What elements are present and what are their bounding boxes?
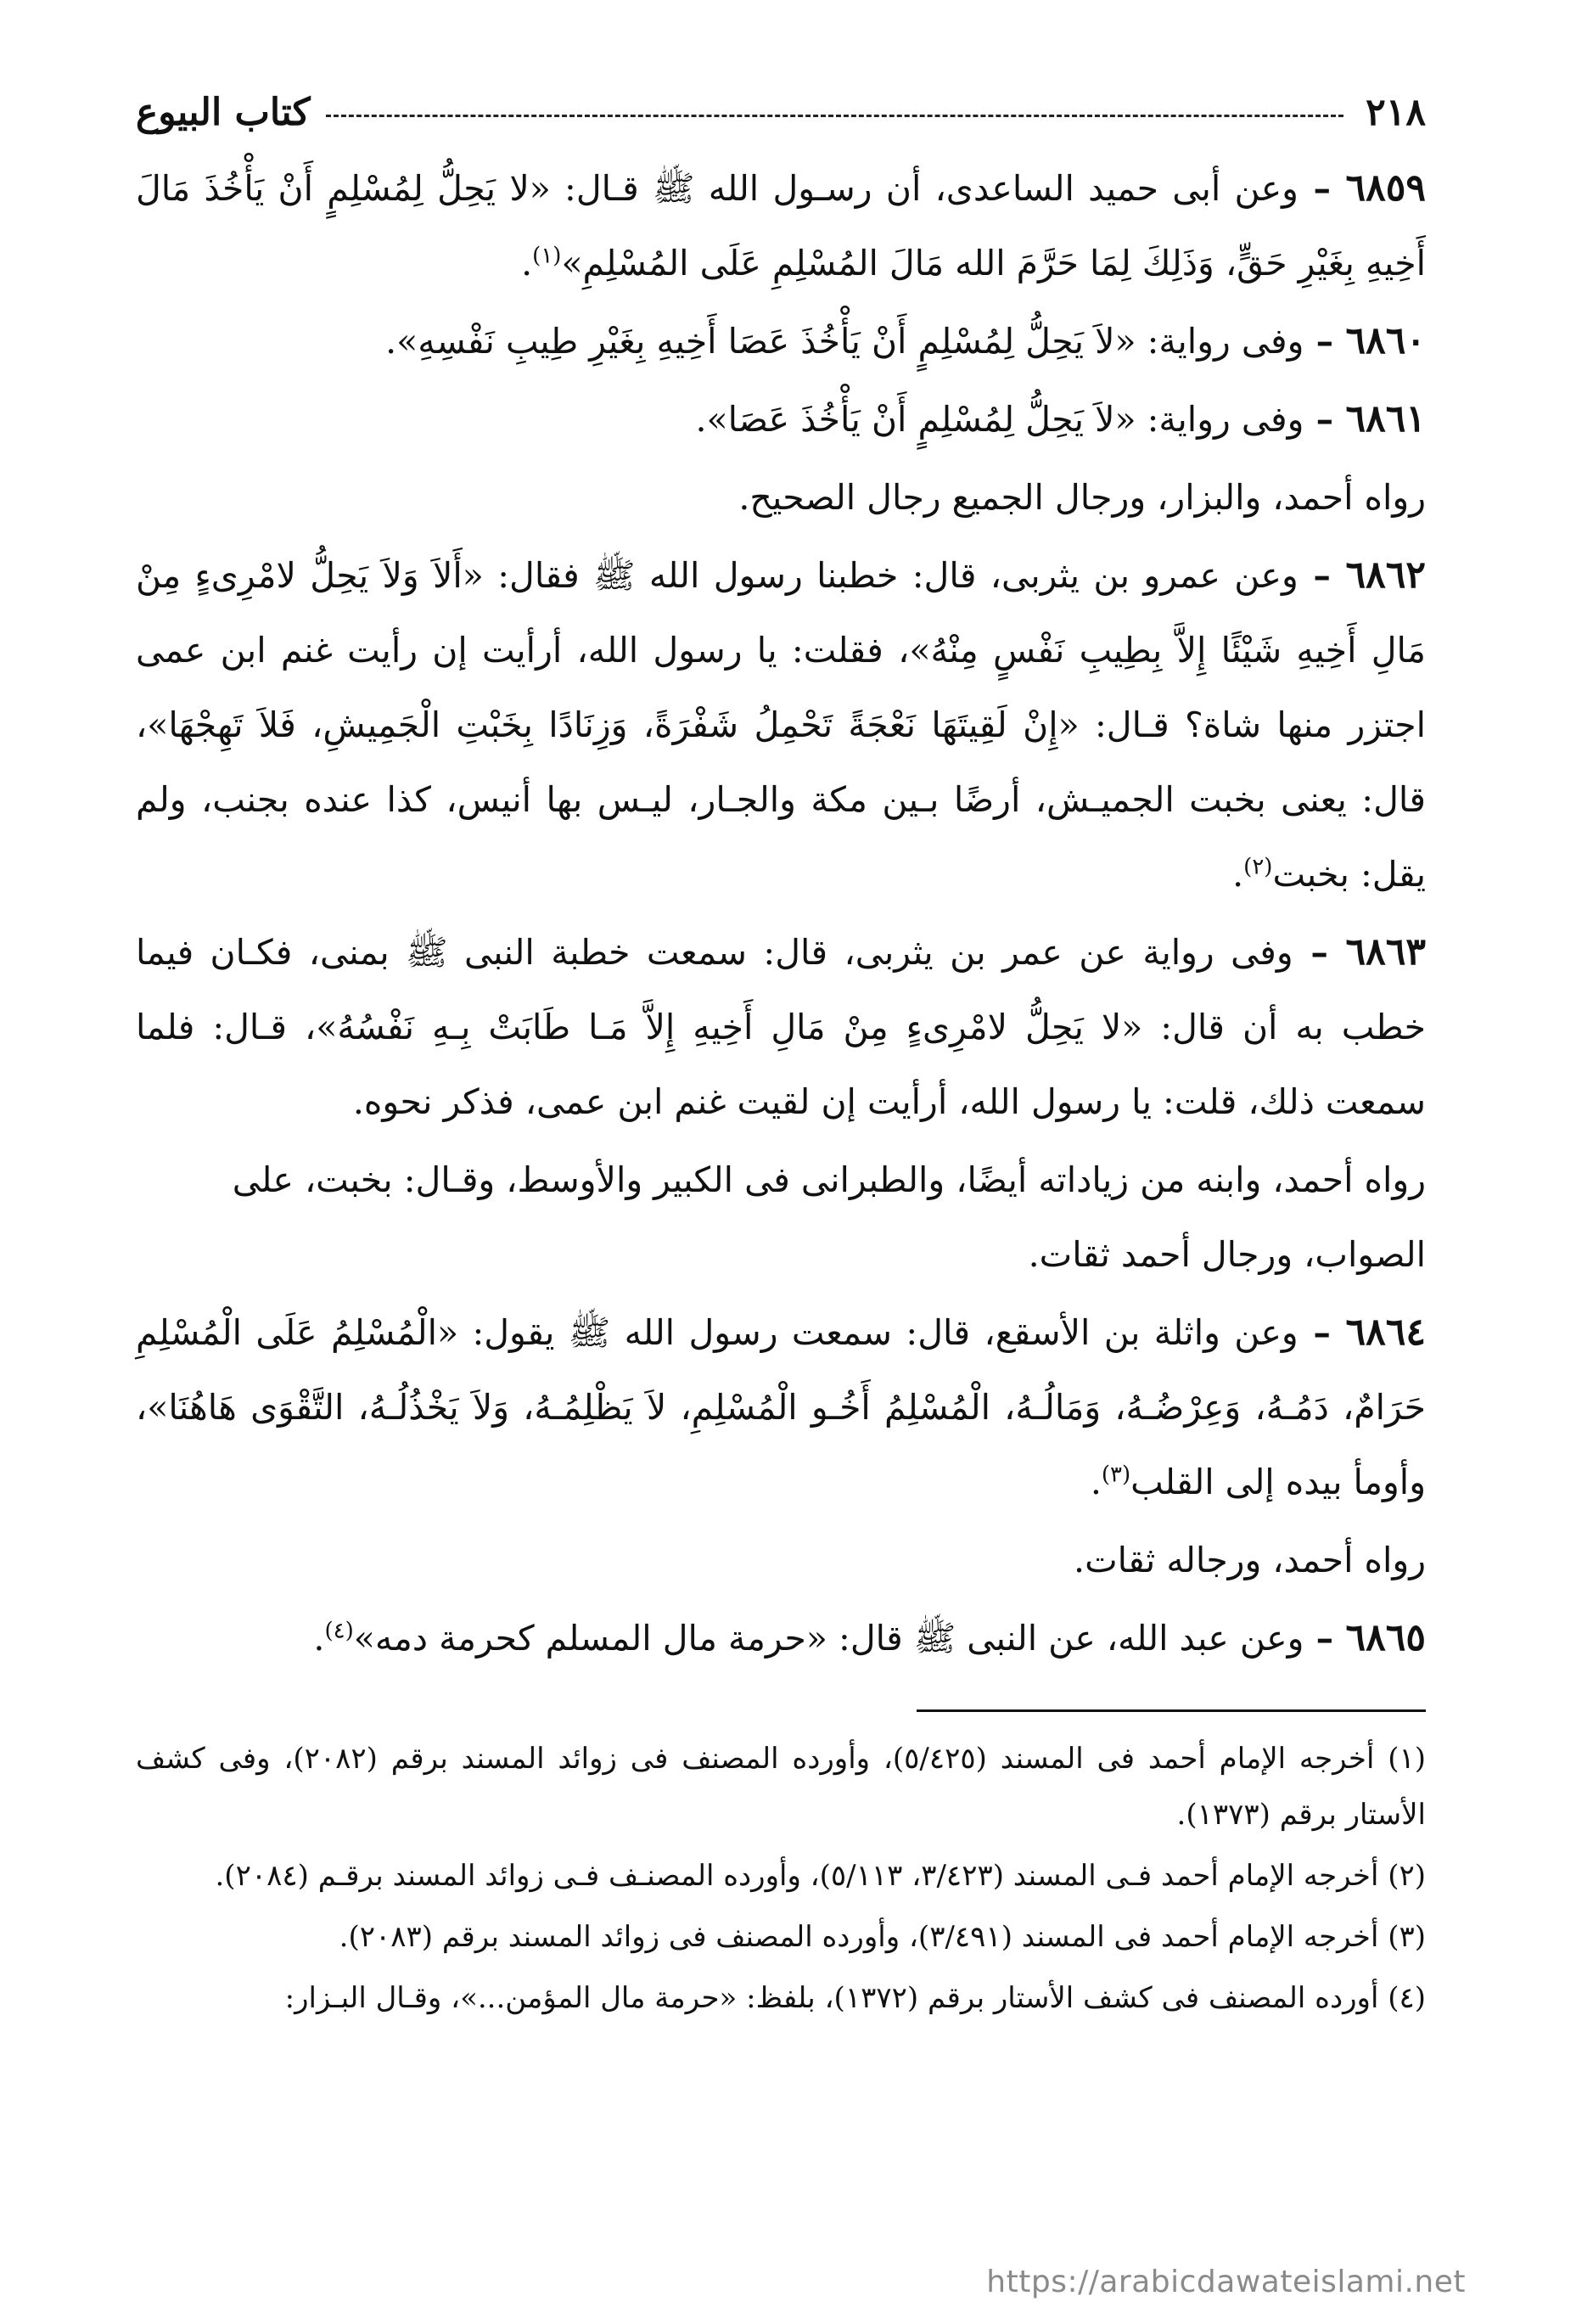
hadith-number: ٦٨٦٣ [1345,930,1426,974]
hadith-entry: ٦٨٦٢ – وعن عمرو بن يثربى، قال: خطبنا رسول الله ﷺ فقال: «أَلاَ وَلاَ يَحِلُّ لامْرِىءٍ مِنْ مَالِ أَخِيهِ شَيْئًا إِلاَّ بِطِيبِ نَفْسٍ مِنْهُ»، فقلت: يا رسول الله، أرأيت إن رأيت غنم ابن عمى اجتزر منها شاة؟ قـال: «إِنْ لَقِيتَهَا نَعْجَةً تَحْمِلُ شَفْرَةً، وَزِنَادًا بِخَبْتِ الْجَمِيشِ، فَلاَ تَهِجْهَا»، قال: يعنى بخبت الجميـش، أرضًا بـين مكة والجـار، ليـس بها أنيس، كذا عنده بجنب، ولم يقل: بخبت$^{(٢)}$. [136,553,1426,895]
hadith-number: ٦٨٦٥ [1345,1616,1426,1659]
hadith-number: ٦٨٦٤ [1345,1311,1426,1354]
footnote-ref: (٣) [1101,1462,1131,1488]
hadith-text: وعن عبد الله، عن النبى ﷺ قال: «حرمة مال المسلم كحرمة دمه» [353,1618,1304,1659]
footnote: (٤) أورده المصنف فى كشف الأستار برقم (١٣٧٢)، بلفظ: «حرمة مال المؤمن...»، وقـال البـزار: [284,1981,1426,2015]
footnotes [136,1731,1426,2026]
footnote-ref: (٢) [1243,854,1273,880]
running-header [136,85,1426,139]
narration-note: رواه أحمد، ورجاله ثقات. [1074,1540,1426,1580]
page-number: ٢١٨ [1366,90,1426,134]
narration-note: رواه أحمد، والبزار، ورجال الجميع رجال الصحيح. [738,477,1426,518]
hadith-entry: ٦٨٦٠ – وفى رواية: «لاَ يَحِلُّ لِمُسْلِمٍ أَنْ يَأْخُذَ عَصَا أَخِيهِ بِغَيْرِ طِيبِ نَفْسِهِ». [385,319,1426,362]
hadith-text: وفى رواية عن عمر بن يثربى، قال: سمعت خطبة النبى ﷺ بمنى، فكـان فيما خطب به أن قال: «لا يَحِلُّ لامْرِىءٍ مِنْ مَالِ أَخِيهِ إِلاَّ مَـا طَابَتْ بِـهِ نَفْسُهُ»، قـال: فلما سمعت ذلك، قلت: يا رسول الله، أرأيت إن لقيت غنم ابن عمى، فذكر نحوه. [136,932,1426,1122]
hadith-text: وفى رواية: «لاَ يَحِلُّ لِمُسْلِمٍ أَنْ يَأْخُذَ عَصَا». [695,399,1304,440]
hadith-number: ٦٨٦١ [1345,397,1426,441]
hadith-entry: ٦٨٦٥ – وعن عبد الله، عن النبى ﷺ قال: «حرمة مال المسلم كحرمة دمه»$^{(٤)}$. [313,1616,1426,1659]
hadith-number: ٦٨٦٢ [1345,553,1426,597]
book-page [136,85,1426,2283]
hadith-entry: ٦٨٦٤ – وعن واثلة بن الأسقع، قال: سمعت رسول الله ﷺ يقول: «الْمُسْلِمُ عَلَى الْمُسْلِمِ حَرَامٌ، دَمُـهُ، وَعِرْضُـهُ، وَمَالُـهُ، الْمُسْلِمُ أَخُـو الْمُسْلِمِ، لاَ يَظْلِمُـهُ، وَلاَ يَخْذُلُـهُ، التَّقْوَى هَاهُنَا»، وأومأ بيده إلى القلب$^{(٣)}$. [136,1311,1426,1502]
hadith-text: وعن أبى حميد الساعدى، أن رسـول الله ﷺ قـال: «لا يَحِلُّ لِمُسْلِمٍ أَنْ يَأْخُذَ مَالَ أَخِيهِ بِغَيْرِ حَقٍّ، وَذَلِكَ لِمَا حَرَّمَ الله مَالَ المُسْلِمِ عَلَى المُسْلِمِ» [136,168,1426,283]
hadith-text: وعن واثلة بن الأسقع، قال: سمعت رسول الله ﷺ يقول: «الْمُسْلِمُ عَلَى الْمُسْلِمِ حَرَامٌ، دَمُـهُ، وَعِرْضُـهُ، وَمَالُـهُ، الْمُسْلِمُ أَخُـو الْمُسْلِمِ، لاَ يَظْلِمُـهُ، وَلاَ يَخْذُلُـهُ، التَّقْوَى هَاهُنَا»، وأومأ بيده إلى القلب [136,1312,1426,1502]
footnote-ref: (١) [532,243,562,269]
book-title: كتاب البيوع [136,90,311,134]
hadith-number: ٦٨٥٩ [1345,166,1426,210]
footnote: (٣) أخرجه الإمام أحمد فى المسند (٣/٤٩١)، وأورده المصنف فى زوائد المسند برقم (٢٠٨٣). [339,1920,1426,1954]
hadith-number: ٦٨٦٠ [1345,319,1426,362]
footnote: (١) أخرجه الإمام أحمد فى المسند (٥/٤٢٥)، وأورده المصنف فى زوائد المسند برقم (٢٠٨٢)، وفى كشف الأستار برقم (١٣٧٣). [136,1742,1427,1832]
narration-note: رواه أحمد، وابنه من زياداته أيضًا، والطبرانى فى الكبير والأوسط، وقـال: بخبت، على الصواب، ورجال أحمد ثقات. [232,1159,1426,1275]
header-rule [326,115,1344,117]
watermark-url: https://arabicdawateislami.net [986,2265,1466,2299]
hadith-text: وعن عمرو بن يثربى، قال: خطبنا رسول الله ﷺ فقال: «أَلاَ وَلاَ يَحِلُّ لامْرِىءٍ مِنْ مَالِ أَخِيهِ شَيْئًا إِلاَّ بِطِيبِ نَفْسٍ مِنْهُ»، فقلت: يا رسول الله، أرأيت إن رأيت غنم ابن عمى اجتزر منها شاة؟ قـال: «إِنْ لَقِيتَهَا نَعْجَةً تَحْمِلُ شَفْرَةً، وَزِنَادًا بِخَبْتِ الْجَمِيشِ، فَلاَ تَهِجْهَا»، قال: يعنى بخبت الجميـش، أرضًا بـين مكة والجـار، ليـس بها أنيس، كذا عنده بجنب، ولم يقل: بخبت [136,555,1426,895]
hadith-entry: ٦٨٦١ – وفى رواية: «لاَ يَحِلُّ لِمُسْلِمٍ أَنْ يَأْخُذَ عَصَا». [695,397,1426,441]
footnote-ref: (٤) [324,1618,354,1644]
hadith-entry: ٦٨٦٣ – وفى رواية عن عمر بن يثربى، قال: سمعت خطبة النبى ﷺ بمنى، فكـان فيما خطب به أن قال: «لا يَحِلُّ لامْرِىءٍ مِنْ مَالِ أَخِيهِ إِلاَّ مَـا طَابَتْ بِـهِ نَفْسُهُ»، قـال: فلما سمعت ذلك، قلت: يا رسول الله، أرأيت إن لقيت غنم ابن عمى، فذكر نحوه. [136,930,1426,1122]
hadith-text: وفى رواية: «لاَ يَحِلُّ لِمُسْلِمٍ أَنْ يَأْخُذَ عَصَا أَخِيهِ بِغَيْرِ طِيبِ نَفْسِهِ». [385,321,1304,362]
footnote: (٢) أخرجه الإمام أحمد فـى المسند (٣/٤٢٣، ٥/١١٣)، وأورده المصنـف فـى زوائد المسند برقـم (٢٠٨٤). [215,1859,1426,1893]
hadith-entry: ٦٨٥٩ – وعن أبى حميد الساعدى، أن رسـول الله ﷺ قـال: «لا يَحِلُّ لِمُسْلِمٍ أَنْ يَأْخُذَ مَالَ أَخِيهِ بِغَيْرِ حَقٍّ، وَذَلِكَ لِمَا حَرَّمَ الله مَالَ المُسْلِمِ عَلَى المُسْلِمِ»$^{(١)}$. [136,166,1426,283]
footnote-separator [917,1709,1426,1712]
